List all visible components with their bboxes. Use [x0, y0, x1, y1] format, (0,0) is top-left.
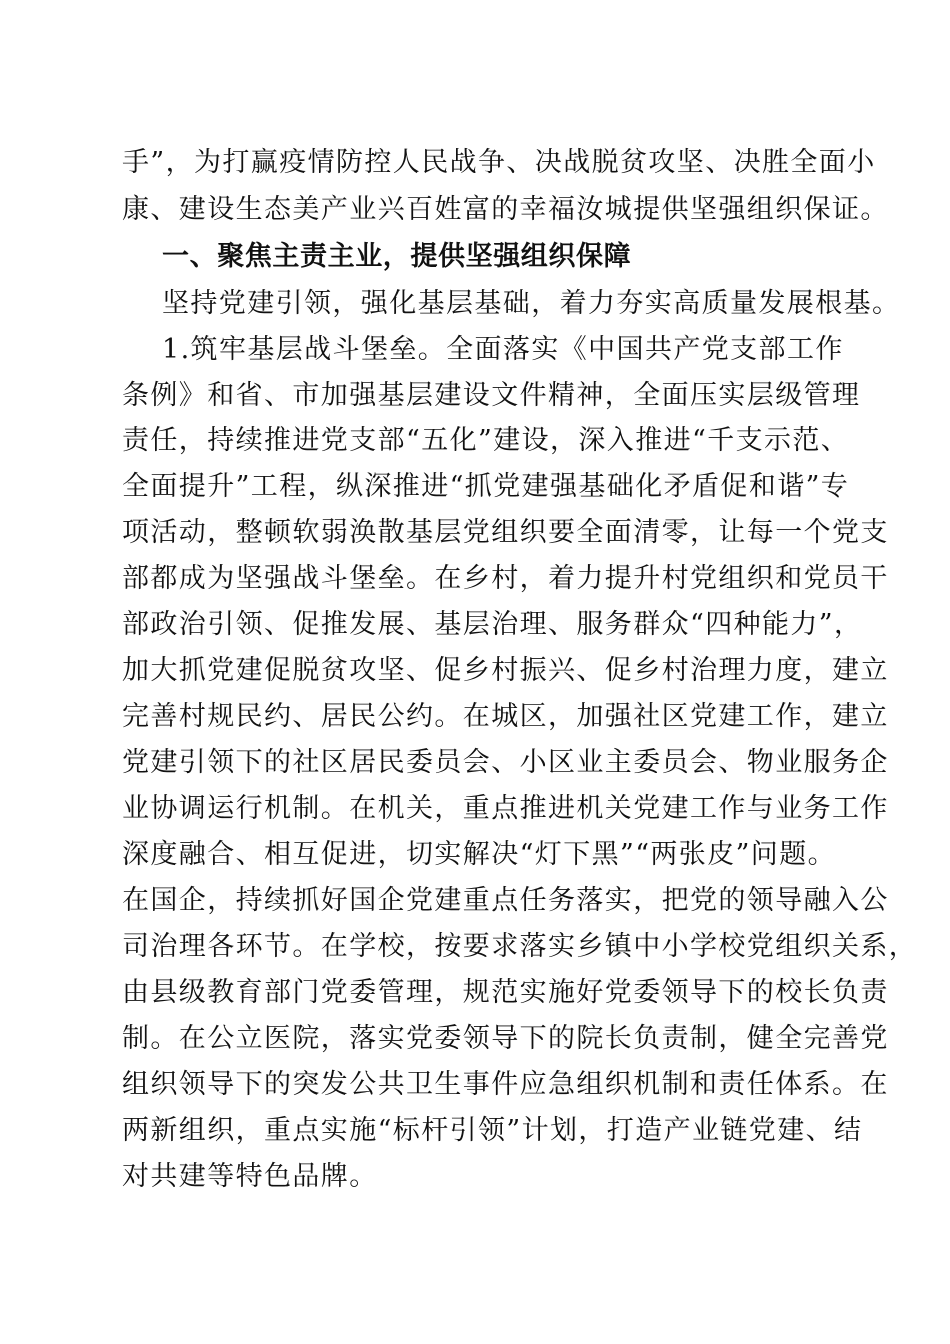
- item-1-line-11: 业协调运行机制。在机关，重点推进机关党建工作与业务工作: [122, 793, 889, 824]
- item-1-line-3: 责任，持续推进党支部“五化”建设，深入推进“千支示范、: [122, 425, 850, 456]
- item-1-line-8: 加大抓党建促脱贫攻坚、促乡村振兴、促乡村治理力度，建立: [122, 655, 889, 686]
- intro-line-2: 康、建设生态美产业兴百姓富的幸福汝城提供坚强组织保证。: [122, 194, 889, 225]
- item-1-line-14: 司治理各环节。在学校，按要求落实乡镇中小学校党组织关系，: [122, 931, 918, 962]
- item-1-line-10: 党建引领下的社区居民委员会、小区业主委员会、物业服务企: [122, 747, 889, 778]
- section-heading: 一、聚焦主责主业，提供坚强组织保障: [162, 241, 632, 272]
- item-1-line-6: 部都成为坚强战斗堡垒。在乡村，着力提升村党组织和党员干: [122, 563, 889, 594]
- item-1-line-1: 1.筑牢基层战斗堡垒。全面落实《中国共产党支部工作: [162, 334, 844, 365]
- item-1-line-5: 项活动，整顿软弱涣散基层党组织要全面清零，让每一个党支: [122, 517, 889, 548]
- item-1-line-12: 深度融合、相互促进，切实解决“灯下黑”“两张皮”问题。: [122, 839, 837, 870]
- item-1-line-19: 对共建等特色品牌。: [122, 1161, 378, 1192]
- item-1-line-15: 由县级教育部门党委管理，规范实施好党委领导下的校长负责: [122, 977, 889, 1008]
- item-1-line-17: 组织领导下的突发公共卫生事件应急组织机制和责任体系。在: [122, 1069, 889, 1100]
- item-1-line-18: 两新组织，重点实施“标杆引领”计划，打造产业链党建、结: [122, 1115, 863, 1146]
- section-lead: 坚持党建引领，强化基层基础，着力夯实高质量发展根基。: [162, 288, 901, 319]
- item-1-line-9: 完善村规民约、居民公约。在城区，加强社区党建工作，建立: [122, 701, 889, 732]
- item-1-line-2: 条例》和省、市加强基层建设文件精神，全面压实层级管理: [122, 380, 861, 411]
- item-1-line-13: 在国企，持续抓好国企党建重点任务落实，把党的领导融入公: [122, 885, 889, 916]
- item-1-line-16: 制。在公立医院，落实党委领导下的院长负责制，健全完善党: [122, 1023, 889, 1054]
- intro-line-1: 手”，为打赢疫情防控人民战争、决战脱贫攻坚、决胜全面小: [122, 147, 876, 178]
- item-1-line-4: 全面提升”工程，纵深推进“抓党建强基础化矛盾促和谐”专: [122, 471, 850, 502]
- item-1-line-7: 部政治引领、促推发展、基层治理、服务群众“四种能力”，: [122, 609, 863, 640]
